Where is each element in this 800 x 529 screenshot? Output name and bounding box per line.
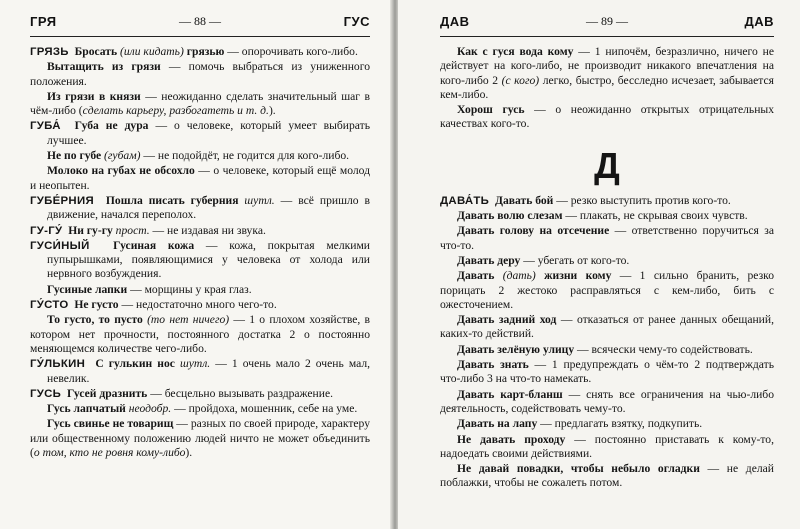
idiom: Давать карт-бланш	[457, 387, 563, 401]
usage-label: шутл.	[238, 193, 275, 207]
left-page-body	[30, 45, 370, 461]
definition: — морщины у края глаз.	[127, 282, 252, 296]
entry-gusinyj	[30, 239, 370, 282]
entry-gus	[30, 387, 370, 401]
headword: ГУБЕ́РНИЯ	[30, 194, 94, 207]
headword: ДАВА́ТЬ	[440, 194, 490, 207]
variant: (то нет ничего)	[142, 313, 230, 327]
definition: — 1 сильно бранить, резко порицать 2 жестоко расправляться с кем-либо, бить с ожесточением.	[440, 269, 774, 311]
idiom: Не давать проходу	[457, 432, 566, 446]
idiom: С гулькин нос	[95, 357, 175, 371]
definition: — отказаться от ранее данных обещаний, каких-то действий.	[440, 313, 774, 341]
idiom: Из грязи в князи	[47, 89, 141, 103]
right-header-guide-word-start: ДАВ	[440, 14, 470, 29]
left-page-number: — 88 —	[179, 14, 221, 28]
left-page-header	[30, 14, 370, 36]
definition: — о человеке, который ещё молод и неопытен.	[30, 164, 370, 192]
definition: — убегать от кого-то.	[520, 253, 630, 267]
idiom: Давать на лапу	[457, 417, 538, 431]
entry-sub	[440, 343, 774, 357]
right-header-rule	[440, 36, 774, 37]
idiom: грязью	[186, 45, 225, 58]
definition: — кожа, покрытая мелкими пупырышками, появляющимися у человека от холода или нервного возбуждения.	[47, 238, 370, 281]
definition: — неожиданно сделать значительный шаг в чём-либо (	[30, 89, 370, 118]
idiom: Гусей дразнить	[66, 386, 148, 400]
idiom: Вытащить из грязи	[47, 60, 161, 74]
definition: — резко выступить против кого-то.	[553, 193, 731, 207]
idiom: Не по губе	[47, 149, 102, 163]
entry-sub	[440, 103, 774, 132]
idiom: Давать бой	[494, 193, 554, 207]
variant: (дать)	[494, 269, 536, 283]
idiom: Не давай повадки, чтобы небыло огладки	[457, 462, 700, 476]
idiom: Давать деру	[457, 253, 521, 267]
definition: — 1 очень мало 2 очень мал, невелик.	[47, 357, 371, 385]
definition-end: ).	[185, 446, 193, 460]
definition: — всё пришло в движение, начался переполох.	[47, 193, 371, 222]
entry-davat	[440, 194, 774, 208]
idiom: жизни кому	[535, 269, 612, 283]
entry-sub	[440, 417, 774, 431]
definition: — помочь выбраться из униженного положения.	[30, 60, 370, 88]
entry-sub	[440, 358, 774, 387]
headword: ГРЯЗЬ	[30, 46, 69, 58]
headword: ГУ́ЛЬКИН	[30, 358, 86, 371]
definition: — о неожиданно открытых отрицательных качествах кого-то.	[440, 103, 774, 131]
definition: — всячески чему-то содействовать.	[574, 342, 753, 356]
headword: ГУ́СТО	[30, 299, 69, 312]
idiom: Как с гуся вода кому	[457, 45, 574, 58]
definition: — плакать, не скрывая своих чувств.	[562, 209, 748, 223]
definition: — опорочивать кого-либо.	[224, 45, 358, 58]
gloss: сделать карьеру, разбогатеть и т. д.	[82, 104, 269, 118]
entry-sub	[30, 149, 370, 163]
definition: — 1 предупреждать о чём-то 2 подтверждать что-либо 3 на что-то намекать.	[440, 358, 774, 386]
entry-gugu	[30, 224, 370, 238]
idiom: Бросать	[74, 45, 118, 58]
idiom: Давать зелёную улицу	[457, 342, 575, 356]
entry-sub	[440, 388, 774, 417]
entry-sub	[440, 209, 774, 223]
idiom: Хорош гусь	[457, 103, 525, 117]
definition: — снять все ограничения на чью-либо деятельность, содействовать чему-то.	[440, 387, 774, 415]
idiom: Давать	[457, 269, 495, 283]
left-header-guide-word-start: ГРЯ	[30, 14, 57, 29]
variant: (или кидать)	[120, 45, 184, 58]
right-page-body	[440, 45, 774, 492]
entry-sub	[440, 433, 774, 462]
variant: (с кого)	[501, 73, 540, 87]
right-page-number: — 89 —	[586, 14, 628, 28]
entry-sub	[30, 164, 370, 193]
headword: ГУБА́	[30, 120, 61, 133]
variant: (губам)	[101, 149, 141, 163]
headword: ГУСИ́НЫЙ	[30, 239, 90, 252]
headword: ГУ-ГУ́	[30, 224, 63, 237]
definition: — ответственно поручиться за что-то.	[440, 224, 774, 252]
usage-label: шутл.	[174, 357, 211, 371]
idiom: Гусь свинье не товарищ	[47, 417, 174, 431]
idiom: Пошла писать губерния	[105, 193, 239, 207]
idiom: Ни гу-гу	[68, 223, 113, 237]
definition-end: легко, быстро, бесследно исчезает, забывается кем-либо.	[440, 73, 774, 101]
definition: — не подойдёт, не годится для кого-либо.	[140, 149, 350, 163]
entry-grjaz	[30, 45, 370, 59]
definition-end: ).	[268, 104, 276, 118]
definition: — недостаточно много чего-то.	[118, 298, 277, 312]
left-page	[0, 0, 392, 529]
entry-sub	[30, 417, 370, 460]
right-page-header	[440, 14, 774, 36]
entry-sub	[440, 254, 774, 268]
idiom: Давать волю слезам	[457, 209, 563, 223]
entry-sub	[440, 313, 774, 342]
usage-label: прост.	[112, 223, 150, 237]
section-letter: Д	[594, 144, 620, 186]
definition: — о человеке, который умеет выбирать лучшее.	[47, 119, 371, 147]
right-header-guide-word-end: ДАВ	[744, 14, 774, 29]
definition: — не делай поблажки, чтобы не сожалеть потом.	[440, 462, 774, 490]
entry-sub	[30, 60, 370, 89]
definition: — 1 нипочём, безразлично, ничего не действует на кого-либо, не производит никакого впечатления на кого-либо 2	[440, 45, 774, 87]
entry-sub	[30, 90, 370, 119]
idiom: Гусиные лапки	[47, 282, 128, 296]
idiom: Гусь лапчатый	[47, 402, 126, 416]
entry-sub	[440, 45, 774, 102]
definition: — не издавая ни звука.	[149, 223, 266, 237]
idiom: Молоко на губах не обсохло	[47, 164, 195, 178]
right-page	[398, 0, 800, 529]
headword: ГУСЬ	[30, 387, 62, 400]
idiom: Губа не дура	[74, 119, 149, 133]
entry-sub	[440, 224, 774, 253]
idiom: Давать знать	[457, 358, 529, 372]
idiom: Не густо	[74, 298, 119, 312]
idiom: Давать задний ход	[457, 313, 557, 327]
entry-sub	[440, 269, 774, 312]
usage-label: неодобр.	[125, 402, 172, 416]
entry-gubernija	[30, 194, 370, 223]
left-header-rule	[30, 36, 370, 37]
definition: — 1 о плохом хозяйстве, в котором нет прочности, постоянного достатка 2 о постоянно меняющемся количестве чего-либо.	[30, 313, 370, 355]
definition: — разных по своей природе, характеру или общественному положению людей ничто не может объединить (	[30, 417, 370, 460]
entry-gulkin	[30, 357, 370, 386]
entry-gusto	[30, 298, 370, 312]
entry-sub	[30, 402, 370, 416]
idiom: То густо, то пусто	[47, 313, 143, 327]
definition: — предлагать взятку, подкупить.	[537, 417, 703, 431]
entry-sub	[440, 462, 774, 491]
idiom: Давать голову на отсечение	[457, 224, 610, 238]
left-header-guide-word-end: ГУС	[343, 14, 370, 29]
idiom: Гусиная кожа	[113, 238, 195, 252]
entry-sub	[30, 283, 370, 297]
definition: — постоянно приставать к кому-то, надоедать своими действиями.	[440, 432, 774, 460]
gloss: о том, кто не ровня кому-либо	[33, 446, 186, 460]
entry-guba	[30, 119, 370, 148]
definition: — пройдоха, мошенник, себе на уме.	[171, 402, 358, 416]
definition: — бесцельно вызывать раздражение.	[147, 386, 334, 400]
entry-sub	[30, 313, 370, 356]
